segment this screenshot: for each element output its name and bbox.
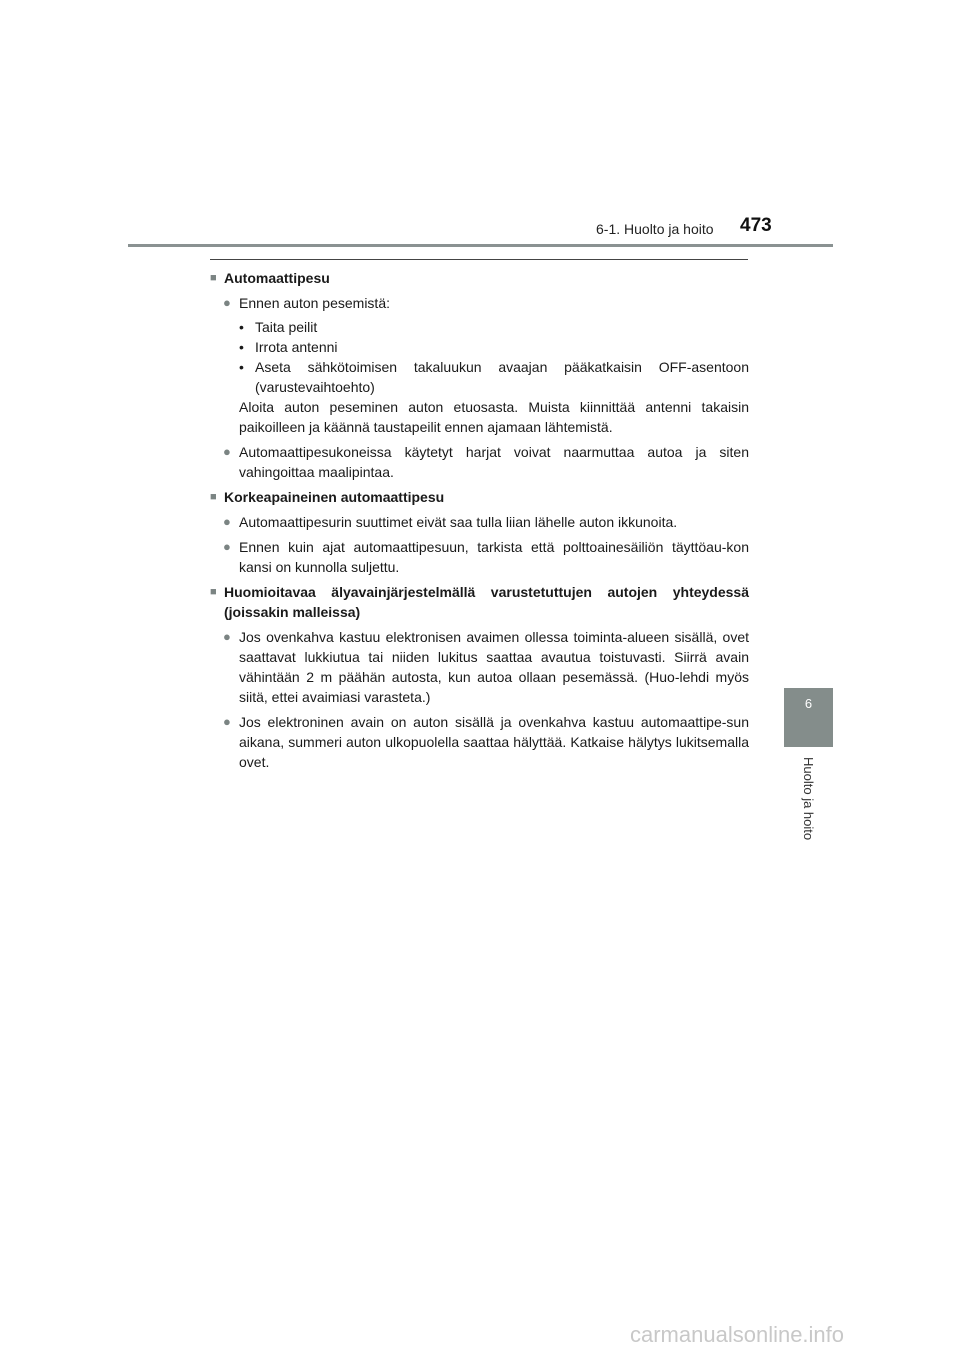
section-automaattipesu <box>210 268 749 482</box>
black-square-icon: ■ <box>210 491 217 503</box>
bullet-text: Automaattipesurin suuttimet eivät saa tulla liian lähelle auton ikkunoita. <box>239 514 678 530</box>
watermark: carmanualsonline.info <box>630 1322 845 1347</box>
section-title-text: Korkeapaineinen automaattipesu <box>224 489 445 505</box>
chapter-tab-number: 6 <box>804 696 813 711</box>
sub-item-text: Irrota antenni <box>255 339 338 355</box>
section-title-text: Huomioitavaa älyavainjärjestelmällä varustetuttujen autojen yhteydessä (joissakin malleissa) <box>224 584 749 620</box>
small-bullet-icon: • <box>239 359 244 375</box>
section-title <box>210 487 749 507</box>
sub-item-text: Aseta sähkötoimisen takaluukun avaajan pääkatkaisin OFF-asentoon (varustevaihtoehto) <box>255 359 749 395</box>
black-circle-icon: ● <box>223 514 231 529</box>
header-section-title: 6-1. Huolto ja hoito <box>596 221 714 237</box>
bullet-item <box>210 512 749 532</box>
sub-item <box>239 337 749 357</box>
bullet-body <box>239 512 749 532</box>
bullet-item <box>210 712 749 772</box>
black-circle-icon: ● <box>223 539 231 554</box>
small-bullet-icon: • <box>239 339 244 355</box>
page-content <box>210 268 749 777</box>
header-rule <box>128 244 833 247</box>
bullet-item <box>210 627 749 707</box>
bullet-body <box>239 293 749 437</box>
sub-item <box>239 357 749 397</box>
bullet-item <box>210 293 749 437</box>
section-korkeapaineinen <box>210 487 749 577</box>
black-square-icon: ■ <box>210 272 217 284</box>
bullet-text: Ennen auton pesemistä: <box>239 295 390 311</box>
black-circle-icon: ● <box>223 629 231 644</box>
page-number: 473 <box>740 215 772 236</box>
bullet-body <box>239 537 749 577</box>
bullet-note: Aloita auton peseminen auton etuosasta. Muista kiinnittää antenni takaisin paikoilleen ja käännä taustapeilit ennen ajamaan lähtemistä. <box>239 399 749 435</box>
black-circle-icon: ● <box>223 714 231 729</box>
section-title-text: Automaattipesu <box>224 270 330 286</box>
small-bullet-icon: • <box>239 319 244 335</box>
chapter-tab <box>784 688 833 747</box>
black-circle-icon: ● <box>223 444 231 459</box>
bullet-item <box>210 537 749 577</box>
sub-item <box>239 317 749 337</box>
section-title <box>210 582 749 622</box>
black-square-icon: ■ <box>210 586 217 598</box>
bullet-text: Automaattipesukoneissa käytetyt harjat voivat naarmuttaa autoa ja siten vahingoittaa maalipintaa. <box>239 444 749 480</box>
sub-item-text: Taita peilit <box>255 319 318 335</box>
bullet-text: Jos ovenkahva kastuu elektronisen avaimen ollessa toiminta-alueen sisällä, ovet saattavat lukkiutua tai niiden lukitus saattaa avautua toistuvasti. Siirrä avain vähintään 2 m päähän autosta, kun autoa ollaan pesemässä. (Huo-lehdi myös siitä, ettei avaimiasi varasteta.) <box>239 629 749 705</box>
black-circle-icon: ● <box>223 295 231 310</box>
sub-list <box>239 317 749 397</box>
bullet-body <box>239 627 749 707</box>
bullet-item <box>210 442 749 482</box>
bullet-text: Jos elektroninen avain on auton sisällä ja ovenkahva kastuu automaattipe-sun aikana, summeri auton ulkopuolella saattaa hälyttää. Katkaise hälytys lukitsemalla ovet. <box>239 714 749 770</box>
section-alyavain <box>210 582 749 772</box>
bullet-body <box>239 442 749 482</box>
content-rule <box>210 259 748 260</box>
chapter-tab-label: Huolto ja hoito <box>801 757 816 841</box>
bullet-body <box>239 712 749 772</box>
section-title <box>210 268 749 288</box>
bullet-text: Ennen kuin ajat automaattipesuun, tarkista että polttoainesäiliön täyttöau-kon kansi on kunnolla suljettu. <box>239 539 749 575</box>
